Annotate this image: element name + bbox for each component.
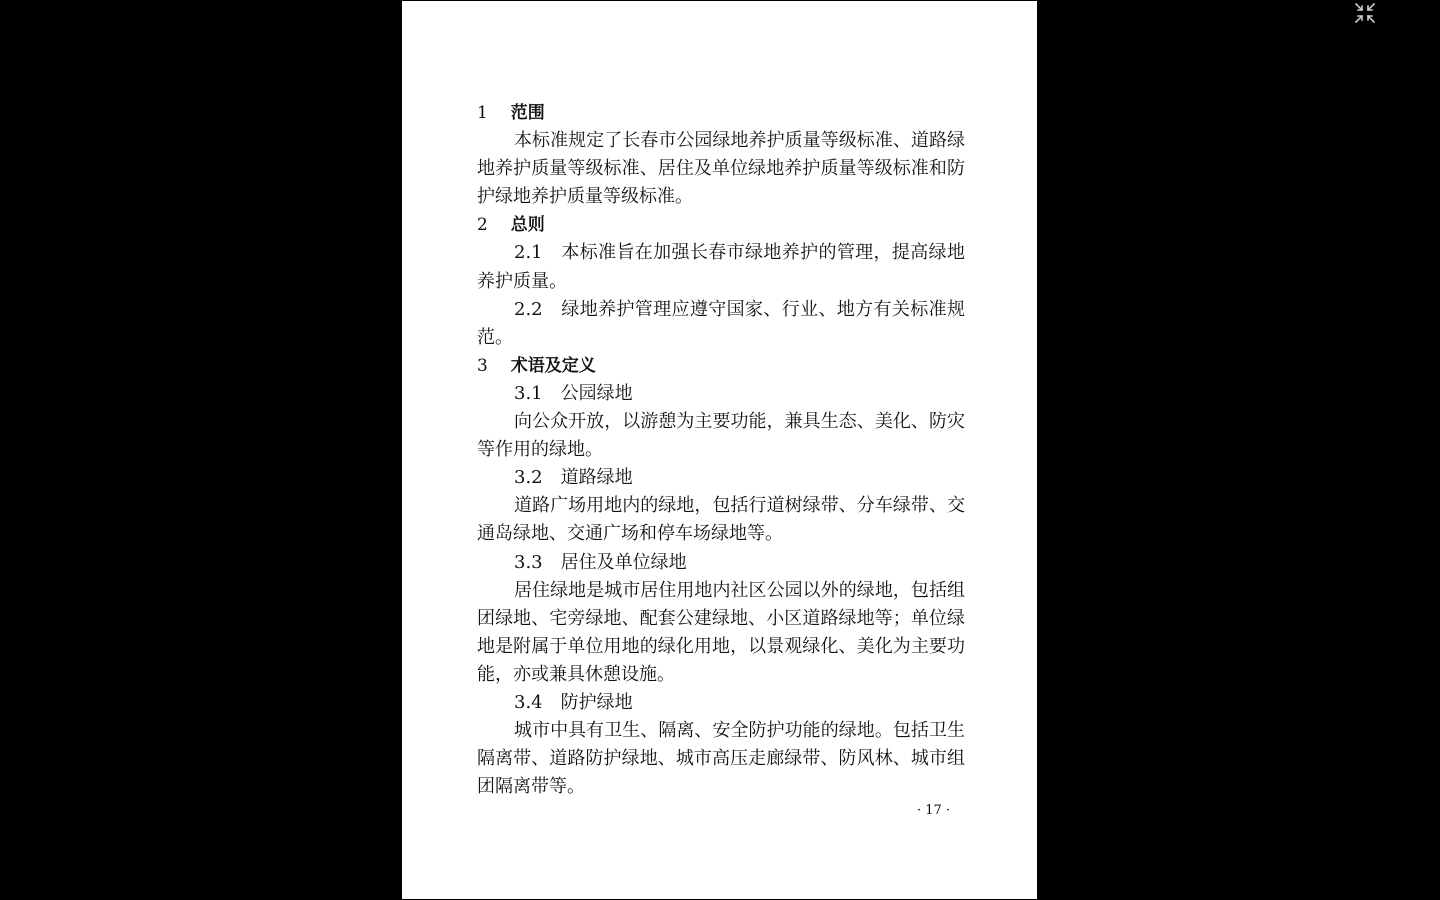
scope-paragraph: 本标准规定了长春市公园绿地养护质量等级标准、道路绿地养护质量等级标准、居住及单位绿地养护质量等级标准和防护绿地养护质量等级标准。	[477, 130, 965, 208]
term-definition-3-1: 向公众开放，以游憩为主要功能，兼具生态、美化、防灾等作用的绿地。	[477, 411, 965, 461]
section-heading-scope: 1 范围	[477, 103, 545, 123]
exit-fullscreen-button[interactable]	[1354, 2, 1376, 24]
exit-fullscreen-icon	[1354, 2, 1376, 24]
page-number: · 17 ·	[917, 803, 951, 818]
document-page	[402, 1, 1037, 899]
page-content	[477, 99, 965, 801]
section-heading-general: 2 总则	[477, 215, 545, 236]
clause-2-1: 2.1 本标准旨在加强长春市绿地养护的管理，提高绿地养护质量。	[477, 242, 965, 292]
term-definition-3-2: 道路广场用地内的绿地，包括行道树绿带、分车绿带、交通岛绿地、交通广场和停车场绿地等。	[477, 495, 965, 545]
term-heading-3-4: 3.4 防护绿地	[514, 691, 633, 713]
term-heading-3-1: 3.1 公园绿地	[514, 382, 633, 404]
term-definition-3-3: 居住绿地是城市居住用地内社区公园以外的绿地，包括组团绿地、宅旁绿地、配套公建绿地、小区道路绿地等；单位绿地是附属于单位用地的绿化用地，以景观绿化、美化为主要功能，亦或兼具休憩设施。	[477, 579, 965, 685]
clause-2-2: 2.2 绿地养护管理应遵守国家、行业、地方有关标准规范。	[477, 298, 965, 348]
term-heading-3-3: 3.3 居住及单位绿地	[514, 551, 687, 573]
term-heading-3-2: 3.2 道路绿地	[514, 467, 633, 489]
term-definition-3-4: 城市中具有卫生、隔离、安全防护功能的绿地。包括卫生隔离带、道路防护绿地、城市高压走廊绿带、防风林、城市组团隔离带等。	[477, 720, 965, 798]
section-heading-terms: 3 术语及定义	[477, 355, 596, 376]
